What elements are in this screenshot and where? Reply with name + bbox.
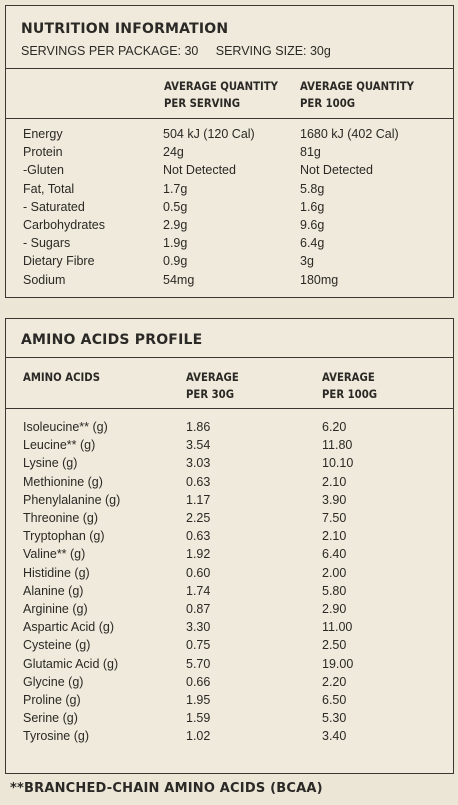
per-100g-value: 2.50 bbox=[322, 638, 347, 653]
nutrient-name: Carbohydrates bbox=[23, 218, 105, 232]
per-30g-value: 3.54 bbox=[186, 438, 211, 453]
per-30g-value: 0.87 bbox=[186, 602, 211, 616]
divider bbox=[6, 118, 453, 119]
per-30g-value: 3.03 bbox=[186, 456, 211, 471]
bcaa-footnote: **BRANCHED-CHAIN AMINO ACIDS (BCAA) bbox=[10, 781, 323, 796]
table-row bbox=[6, 252, 453, 270]
amino-acid-name: Histidine (g) bbox=[23, 565, 90, 580]
per-100g-value: 10.10 bbox=[322, 456, 354, 471]
amino-acid-name: Cysteine (g) bbox=[23, 638, 91, 653]
per-100g-value: 3.40 bbox=[322, 729, 347, 744]
per-30g-value: 3.30 bbox=[186, 620, 211, 635]
amino-acid-name: Leucine** (g) bbox=[23, 438, 96, 453]
amino-acid-name: Lysine (g) bbox=[23, 456, 78, 471]
per-serving-value: Not Detected bbox=[163, 163, 236, 178]
per-serving-value: 2.9g bbox=[163, 218, 188, 232]
per-serving-value: 0.9g bbox=[163, 254, 188, 269]
per-serving-value: 504 kJ (120 Cal) bbox=[163, 127, 255, 141]
amino-acid-name: Threonine (g) bbox=[23, 511, 99, 525]
per-100g-value: 2.10 bbox=[322, 529, 347, 544]
table-row bbox=[6, 727, 453, 745]
per-100g-value: 7.50 bbox=[322, 511, 347, 525]
per-30g-value: 1.74 bbox=[186, 583, 211, 598]
per-30g-header-line1: AVERAGE bbox=[186, 370, 239, 384]
amino-acid-name: Aspartic Acid (g) bbox=[23, 620, 115, 635]
nutrient-name: Sodium bbox=[23, 272, 66, 287]
amino-acids-col-header: AMINO ACIDS bbox=[23, 370, 100, 384]
per-30g-value: 0.60 bbox=[186, 565, 211, 580]
table-row bbox=[6, 234, 453, 252]
per-serving-value: 0.5g bbox=[163, 199, 188, 214]
per-100g-value: 6.20 bbox=[322, 420, 347, 434]
table-row bbox=[6, 582, 453, 600]
nutrient-name: Energy bbox=[23, 127, 63, 141]
table-row bbox=[6, 673, 453, 691]
nutrient-name: Fat, Total bbox=[23, 181, 75, 196]
table-row bbox=[6, 564, 453, 582]
per-100g-value: 11.00 bbox=[322, 620, 353, 635]
per-30g-value: 1.59 bbox=[186, 711, 211, 726]
table-row bbox=[6, 600, 453, 618]
amino-acid-name: Proline (g) bbox=[23, 693, 81, 707]
per-30g-value: 1.02 bbox=[186, 729, 211, 744]
per-100g-value: 19.00 bbox=[322, 656, 354, 671]
nutrient-name: Dietary Fibre bbox=[23, 254, 95, 269]
nutrient-name: - Sugars bbox=[23, 236, 71, 251]
per-100g-value: Not Detected bbox=[300, 163, 373, 178]
amino-acid-name: Serine (g) bbox=[23, 711, 78, 726]
per-serving-value: 24g bbox=[163, 145, 184, 160]
table-row bbox=[6, 161, 453, 179]
per-100g-value: 3g bbox=[300, 254, 314, 269]
per-100g-value: 1680 kJ (402 Cal) bbox=[300, 127, 399, 141]
table-row bbox=[6, 709, 453, 727]
per-30g-value: 1.17 bbox=[186, 492, 211, 507]
table-row bbox=[6, 436, 453, 454]
servings-line: SERVINGS PER PACKAGE: 30 SERVING SIZE: 30g bbox=[21, 44, 331, 58]
amino-acid-name: Phenylalanine (g) bbox=[23, 492, 121, 507]
table-row bbox=[6, 527, 453, 545]
per-100g-value: 11.80 bbox=[322, 438, 353, 453]
per-100g-value: 2.00 bbox=[322, 565, 347, 580]
table-row bbox=[6, 473, 453, 491]
per-100g-value: 2.90 bbox=[322, 602, 347, 616]
per-30g-value: 5.70 bbox=[186, 656, 211, 671]
amino-per-100g-header-line2: PER 100G bbox=[322, 387, 378, 401]
nutrient-name: Protein bbox=[23, 145, 63, 160]
per-30g-value: 0.63 bbox=[186, 474, 211, 489]
per-100g-value: 5.80 bbox=[322, 583, 347, 598]
amino-acid-name: Isoleucine** (g) bbox=[23, 420, 108, 434]
table-row bbox=[6, 271, 453, 289]
per-100g-value: 2.20 bbox=[322, 674, 347, 689]
per-100g-header bbox=[300, 78, 414, 112]
divider bbox=[6, 357, 453, 358]
per-30g-value: 0.75 bbox=[186, 638, 211, 653]
per-100g-value: 9.6g bbox=[300, 218, 325, 232]
per-serving-header-line2: PER SERVING bbox=[164, 96, 241, 110]
per-100g-header-line1: AVERAGE QUANTITY bbox=[300, 79, 414, 93]
amino-acid-name: Tryptophan (g) bbox=[23, 529, 105, 544]
table-row bbox=[6, 454, 453, 472]
table-row bbox=[6, 143, 453, 161]
per-serving-value: 1.9g bbox=[163, 236, 188, 251]
table-row bbox=[6, 509, 453, 527]
nutrition-title: NUTRITION INFORMATION bbox=[21, 21, 229, 37]
per-30g-value: 1.92 bbox=[186, 547, 211, 562]
per-100g-value: 3.90 bbox=[322, 492, 347, 507]
amino-per-100g-header bbox=[322, 369, 377, 403]
amino-acids-panel bbox=[5, 318, 454, 774]
per-100g-value: 6.4g bbox=[300, 236, 325, 251]
per-serving-header-line1: AVERAGE QUANTITY bbox=[164, 79, 278, 93]
per-30g-value: 1.86 bbox=[186, 420, 211, 434]
per-serving-value: 1.7g bbox=[163, 181, 188, 196]
table-row bbox=[6, 655, 453, 673]
table-row bbox=[6, 491, 453, 509]
per-30g-header-line2: PER 30G bbox=[186, 387, 235, 401]
per-100g-value: 5.8g bbox=[300, 181, 325, 196]
amino-title: AMINO ACIDS PROFILE bbox=[21, 332, 203, 348]
amino-acid-name: Methionine (g) bbox=[23, 474, 103, 489]
table-row bbox=[6, 418, 453, 436]
table-row bbox=[6, 180, 453, 198]
amino-acid-name: Tyrosine (g) bbox=[23, 729, 89, 744]
nutrient-name: - Saturated bbox=[23, 199, 85, 214]
table-row bbox=[6, 545, 453, 563]
nutrient-name: -Gluten bbox=[23, 163, 64, 178]
per-100g-value: 6.50 bbox=[322, 693, 347, 707]
per-30g-value: 0.66 bbox=[186, 674, 211, 689]
per-30g-value: 2.25 bbox=[186, 511, 211, 525]
per-100g-value: 81g bbox=[300, 145, 321, 160]
amino-acid-name: Glycine (g) bbox=[23, 674, 84, 689]
table-row bbox=[6, 216, 453, 234]
per-100g-value: 5.30 bbox=[322, 711, 347, 726]
table-row bbox=[6, 636, 453, 654]
per-serving-header bbox=[164, 78, 278, 112]
per-100g-value: 180mg bbox=[300, 272, 339, 287]
per-100g-header-line2: PER 100G bbox=[300, 96, 356, 110]
divider bbox=[6, 68, 453, 69]
divider bbox=[6, 408, 453, 409]
amino-acid-name: Valine** (g) bbox=[23, 547, 86, 562]
amino-acid-name: Alanine (g) bbox=[23, 583, 84, 598]
table-row bbox=[6, 198, 453, 216]
table-row bbox=[6, 618, 453, 636]
per-30g-header bbox=[186, 369, 239, 403]
amino-acid-name: Glutamic Acid (g) bbox=[23, 656, 119, 671]
table-row bbox=[6, 125, 453, 143]
per-30g-value: 0.63 bbox=[186, 529, 211, 544]
per-serving-value: 54mg bbox=[163, 272, 195, 287]
nutrition-information-panel bbox=[5, 5, 454, 298]
amino-acid-name: Arginine (g) bbox=[23, 602, 88, 616]
per-100g-value: 6.40 bbox=[322, 547, 347, 562]
per-100g-value: 1.6g bbox=[300, 199, 325, 214]
table-row bbox=[6, 691, 453, 709]
per-100g-value: 2.10 bbox=[322, 474, 347, 489]
amino-per-100g-header-line1: AVERAGE bbox=[322, 370, 375, 384]
per-30g-value: 1.95 bbox=[186, 693, 211, 707]
